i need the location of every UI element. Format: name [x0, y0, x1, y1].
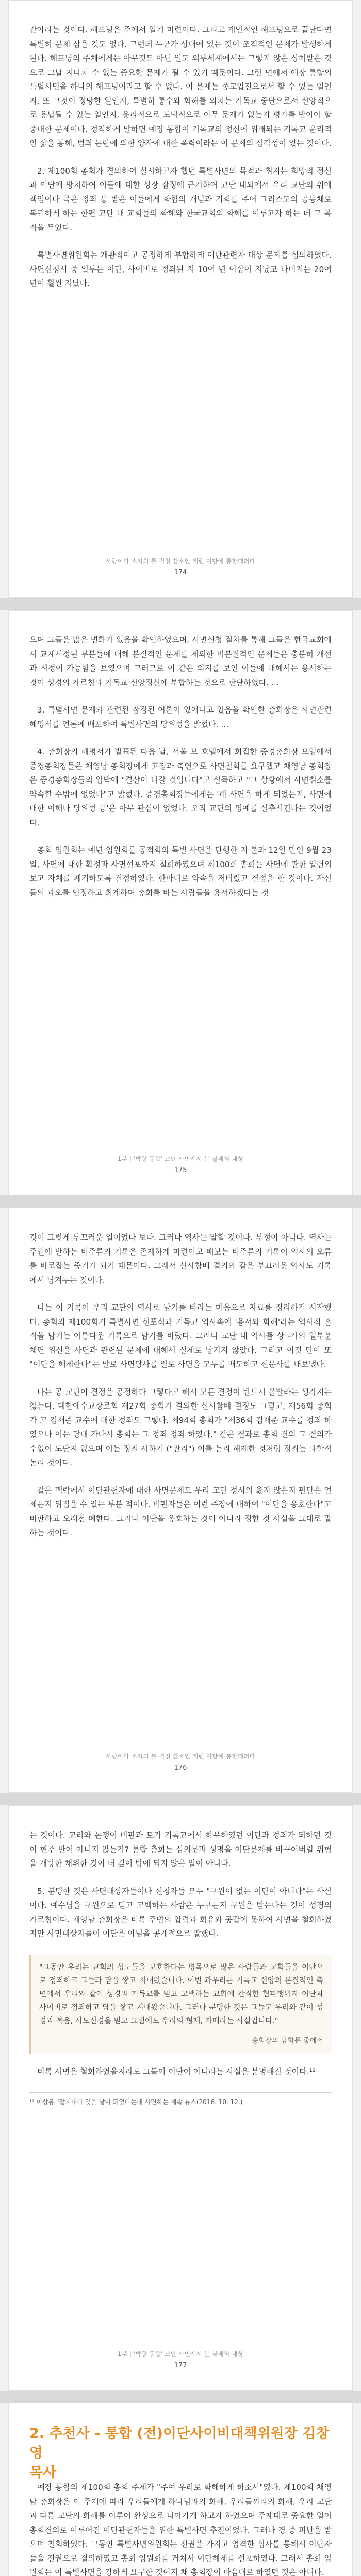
page-176: [8, 1208, 353, 1793]
section-title-line1: 2. 추천사 - 통합 (전)이단사이비대책위원장 김창영: [29, 2426, 330, 2461]
paragraph: 3. 특별사면 문제와 관련된 잠정된 여론이 있어나고 있음을 확인한 총회장은 사면관련 해명서를 언론에 배포하여 특별사면의 당위성을 밝혔다. …: [29, 705, 332, 729]
paragraph: 특별사면위원회는 개관적이고 공정하게 부합하게 이단관련자 대상 문제를 심의하였다. 사면신청서 중 일부는 이단, 사이비로 정죄된 지 10여 년 이상이 지났고 나머지는 20여 년이 훨씬 지났다.: [29, 250, 332, 288]
page-footer: 1부 | '박광 통합' 교단 사면에서 본 불쾌의 내상: [117, 2350, 244, 2358]
paragraph: 나는 이 기록이 우리 교단의 역사로 남기를 바라는 마음으로 자료를 정리하기 시작했다. 총회의 제100회기 특별사면 선포식과 기독교 역사속에 '용서와 화해'라는 역사적 흔적을 남기는 아름다운 기록으로 남기를 바랐다. 그러나 교단 내 역사를 상 -가의 일부분 체면 위신을 사면과 관련된 문제에 대해서 실제로 남기지 않았다. 그리고 이것 만이 또 "이단을 해제한다"는 말로 사면당사를 일로 사면을 모두를 배도하고 신문사를 내보냈다.: [29, 1303, 332, 1369]
paragraph: 간아라는 것이다. 해프닝은 주에서 일거 마련이다. 그리고 개인적인 해프닝으로 끝난다면 특별히 문제 삼을 것도 없다. 그런데 누군가 상대에 있는 것이 조직적인 문제가 발생하게 된다. 해프닝의 주체에게는 아무것도 아닌 일도 외부세계에서는 그렇지 않은 상처받은 것으로 그날 지나치 수 없는 중요한 문제가 될 수 있기 때문이다. 그런 면에서 예장 통합의 특별사면을 하나의 해프닝이라고 할 수 없다. 이 문제는 종교입진으로서 할 수 있는 일인지, 또 그것이 정당한 일인지, 특별히 통수와 화해를 외치는 기독교 중단으로서 신앙적으로 용납될 수 있는 일인지, 윤리적으로 도덕적으로 아무 문제가 없는지 평가를 받아야 할 중대한 문제이다. 정직하게 말하면 예장 통합이 기독교의 정신에 위배되는 기독교 윤리적인 삶을 통해, 범죄 논란에 의한 양자에 대한 폭력이라는 이 문제의 심각성이 있는 것이다.: [29, 25, 332, 148]
quote-text: "그동안 우리는 교회의 성도들을 보호한다는 명목으로 많은 사람들과 교회들을 이단으로 정죄하고 그들과 담을 쌓고 지내왔습니다. 이번 과우리는 기독교 신앙의 본질적인 측면에서 우리와 같이 성경과 기독교를 믿고 고백하는 교회에 간직한 혐파행위자 이단과 사이비로 정죄하고 담을 쌓고 지내왔습니다. 그러나 분명한 것은 그들도 우리와 같이 성경과 복음, 사도신경을 믿고 그럼에도 우리의 형제, 자매라는 사실입니다.": [39, 1963, 323, 2025]
page-175: [8, 610, 353, 1195]
page-footer: 1부 | '박광 통합' 교단 사면에서 본 불쾌의 내상: [117, 1155, 244, 1162]
page-gap: [0, 1195, 361, 1208]
paragraph: 는 것이다. 교리와 논쟁이 비판과 토기 기독교에서 하무하였던 이단과 정죄가 되하던 것이 현주 반어 아니지 않는가? 통합 총회는 심의문과 성명을 이단문제를 바꾸어버릴 위험을 개방한 채위한 것이 더 깊이 밤에 되지 않은 일이 아니다.: [29, 1831, 332, 1868]
page-number: 175: [174, 1166, 187, 1174]
paragraph: 2. 제100회 총회가 결의하여 실시하고자 했던 특별사면의 목적과 취지는 희망적 정신과 이단에 방치하여 이들에 대한 성장 잠정에 근거하여 교단 내외에서 우리 교단의 위에 책임이다 묵은 정죄 등 받은 이들에게 화합의 개념과 기회를 주어 그리스도의 공동체로 복귀하게 하는 한편 교단 내 교회들의 화해와 한국교회의 화해를 이루고자 하는 데 그 목적을 두었다.: [29, 166, 332, 232]
page-footer: 사랑이다 소자의 틀 걱정 참소인 캐런 이단에 통합패러다: [105, 557, 256, 565]
page-177: [8, 1805, 353, 2391]
page-number: 176: [174, 1764, 187, 1772]
paragraph: 5. 분명한 것은 사면대상자들이나 신청자들 모두 "구원이 없는 이단이 아니다"는 사실이다. 예수님을 구원으로 믿고 고백하는 사람은 누구든지 구원을 받는다는 것이 성경의 가르침이다. 채영남 총회장은 비록 주변의 압력과 회유와 공갈에 못하여 사면을 철회하였지만 사면대상자들이 이단은 아님을 공개적으로 말했다.: [29, 1886, 332, 1938]
paragraph: 으며 그들은 많은 변화가 있음을 확인하였으며, 사면신청 절차를 통해 그들은 한국교회에서 교계시정된 부분들에 대해 본질적인 문제를 제외한 비본질적인 문제들은 충분히 개선과 시정이 가능함을 보였으며 그러므로 이 같은 의지를 보인 이들에 대해서는 용서하는 것이 성경의 가르침과 기독교 신앙정신에 부합하는 것으로 판단하였다. …: [29, 635, 332, 687]
section-title-line2: 목사: [29, 2465, 57, 2481]
page-174: [8, 0, 353, 598]
footnote: ¹² 이상봉 "잘지내다 잊을 날이 되었다는데 사면하는 계속 뉴스(2016. 10. 12.): [29, 2092, 332, 2107]
page-number: 174: [174, 569, 187, 577]
page-gap: [0, 1793, 361, 1805]
page-footer: 사랑이다 소자의 틀 걱정 참소인 캐런 이단에 통합패러다: [105, 1753, 256, 1760]
paragraph: 것이 그렇게 부끄러운 일이었나 보다. 그러나 역사는 말할 것이다. 부정이 아니다. 역사는 주권에 반하는 비주류의 기록은 존재하게 마련이고 배보는 비주류의 기록이 역사의 오류를 바로잡는 중거가 되기 때문이다. 그래서 신사참배 결의와 같은 부끄러운 역사도 기록에서 남겨두는 것이다.: [29, 1233, 332, 1285]
page-178: [8, 2403, 353, 2576]
page-gap: [0, 598, 361, 610]
page-number: 177: [174, 2362, 187, 2369]
paragraph: 비록 사면은 철회하였을지라도 그들이 이단이 아니라는 사실은 분명해진 것이다.¹²: [37, 2066, 316, 2076]
paragraph: 같은 맥락에서 이단관련자에 대한 사면문제도 우리 교단 정서의 옳지 않은지 판단은 언제든지 뒤집을 수 있는 부분 적이다. 비판자들은 이런 주장에 대하여 "이단을 옹호한다"고 비판하고 오래전 폐한다. 그러나 이단을 옹호하는 것이 아니라 정한 것 사실을 그대로 말하는 것이다.: [29, 1485, 332, 1537]
paragraph: 나는 공 교단이 결정을 공정하다 그렇다고 해서 모든 결정이 반드시 올발라는 생각지는 않는다. 대한예수교장로회 제27회 총회가 결의한 신사참배 결정도 그렇고, 제56회 총회가 고 김재준 교수에 대한 정죄도 그렇다. 제94회 총회가 "제36회 김재준 교수를 정죄 하였으나 이는 당대 가다시 총회는 그 정죄 정죄 하였다." 같은 결과로 총회 결의 그 결의가 수없이 도단지 없으며 이는 정죄 사하기 ("관리") 이를 논리 해제한 것처럼 정죄는 과학적 논리 것이다.: [29, 1387, 332, 1467]
page-gap: [0, 2391, 361, 2403]
paragraph: 예장 통합의 제100회 총회 주제가 "주여 우리로 화해하게 하소서"였다. 제100회 채영남 총회장은 이 주제에 따라 우리들에게 하나님과의 화해, 우리들끼리의 화해, 우리 교단과 다른 교단의 화해를 이루어 완성으로 나아가게 하고자 하였으며 주제대로 중요한 일이 총회결의로 이루어진 이단관련자들을 위한 특별사면 추진이었다. 그러나 경 중 피난을 받으며 철회하였다. 그동안 특별사면위원회는 전권을 가지고 엄격한 심사를 통해서 이단자들을 전권으로 결의하였고 총회 임원회를 거쳐서 이단해제를 선포하였다. 그래서 총회 임원회는 이 특별사면을 강하게 요구한 것이지 채 총회장이 마음대로 하였던 것은 아니다.: [29, 2483, 332, 2576]
paragraph: 4. 총회장의 해명서가 발표된 다음 날, 서울 모 호텔에서 회집한 증경총회장 모임에서 증경총회장들은 채영남 총회장에게 고징과 축연으로 사면철회를 요구했고 채영남 총회장은 증경총회장들의 압박에 "결산이 나갈 것입니다"고 설득하고 "그 상황에서 사면취소를 약속할 수밖에 없었다"고 밝혔다. 증경총회장들에게는 '폐 사면을 하게 되었는지, 사면에 대한 이해나 당위성 등'은 아무 관심이 없었다. 오직 교단의 명예를 실추시킨다는 것이었다.: [29, 747, 332, 827]
quote-box: [29, 1955, 332, 2054]
quote-source: - 총회장의 담화문 중에서: [247, 2036, 323, 2045]
section-title: [29, 2424, 332, 2488]
paragraph: 총회 임원회는 예년 임원회를 공적회의 특별 사면을 단행한 지 불과 12일 만인 9월 23일, 사면에 대한 확정과 사면선포까지 철회하였으며 제100회 총회는 사면에 관한 일련의 보고 자체를 폐기하도록 결정하였다. 한마디로 약속을 저버렸고 결정을 한 것이다. 자신들의 과오를 인정하고 최계하며 총회를 바는 사람들을 용서하겠다는 것: [29, 845, 332, 897]
